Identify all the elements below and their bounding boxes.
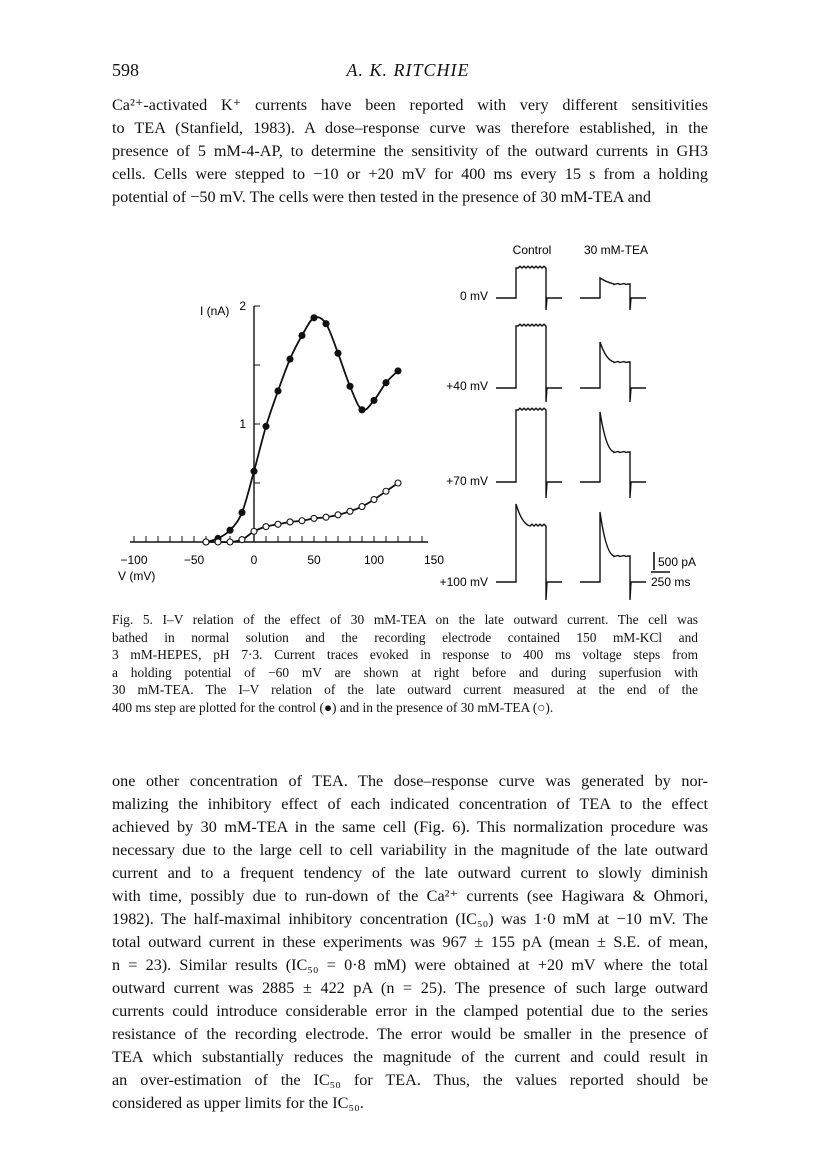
trace-row-label: +40 mV: [446, 379, 488, 393]
tea-point: [335, 512, 341, 518]
figure-5: [0, 230, 816, 610]
paragraph-2: [112, 770, 708, 1115]
current-trace: [580, 342, 646, 402]
control-point: [395, 368, 401, 374]
text-line: total outward current in these experiments was 967 ± 155 pA (mean ± S.E. of mean,: [112, 933, 708, 951]
text-line: Ca²⁺-activated K⁺ currents have been reported with very different sensitivities: [112, 96, 708, 114]
control-point: [311, 315, 317, 321]
current-trace: [580, 278, 646, 310]
caption-line: 30 mM-TEA. The I–V relation of the late outward current measured at the end of the: [112, 682, 698, 697]
control-point: [347, 383, 353, 389]
text-line: 1982). The half-maximal inhibitory concentration (IC₅₀) was 1·0 mM at −10 mV. The: [112, 910, 708, 928]
control-curve: [206, 317, 398, 542]
tea-point: [383, 488, 389, 494]
trace-row-label: +70 mV: [446, 474, 488, 488]
control-point: [359, 407, 365, 413]
text-line: presence of 5 mM-4-AP, to determine the sensitivity of the outward currents in GH3: [112, 142, 708, 160]
control-point: [239, 510, 245, 516]
tea-point: [227, 539, 233, 545]
caption-line: 400 ms step are plotted for the control (●) and in the presence of 30 mM-TEA (○).: [112, 699, 554, 715]
paragraph-1: [112, 94, 708, 209]
text-line: n = 23). Similar results (IC₅₀ = 0·8 mM) were obtained at +20 mV where the total: [112, 956, 708, 974]
trace-col-tea-label: 30 mM-TEA: [583, 243, 649, 257]
control-point: [287, 356, 293, 362]
running-header-author: A. K. RITCHIE: [346, 60, 470, 80]
y-axis-label: I (nA): [200, 304, 230, 318]
text-line: potential of −50 mV. The cells were then tested in the presence of 30 mM-TEA and: [112, 188, 651, 206]
text-line: to TEA (Stanfield, 1983). A dose–response curve was therefore established, in the: [112, 119, 708, 137]
caption-line: Fig. 5. I–V relation of the effect of 30 mM-TEA on the late outward current. The cell was: [112, 612, 698, 627]
current-trace: [496, 324, 562, 402]
tea-point: [215, 539, 221, 545]
control-point: [371, 397, 377, 403]
x-tick-label: 0: [250, 553, 258, 567]
text-line: resistance of the recording electrode. The error would be smaller in the presence of: [112, 1025, 708, 1043]
current-trace: [580, 412, 646, 498]
text-line: malizing the inhibitory effect of each indicated concentration of TEA to the effect: [112, 795, 708, 813]
tea-point: [323, 514, 329, 520]
current-traces: [440, 243, 696, 600]
x-tick-label: −100: [120, 553, 148, 567]
y-tick-label: 1: [239, 417, 246, 431]
current-trace: [496, 266, 562, 310]
tea-point: [287, 519, 293, 525]
tea-curve: [206, 483, 398, 542]
text-line: cells. Cells were stepped to −10 or +20 mV for 400 ms every 15 s from a holding: [112, 165, 708, 183]
trace-row-label: +100 mV: [439, 575, 488, 589]
current-scale-label: 500 pA: [658, 555, 697, 569]
x-tick-label: 100: [363, 553, 385, 567]
tea-point: [299, 518, 305, 524]
x-tick-label: −50: [183, 553, 205, 567]
x-tick-label: 50: [307, 553, 321, 567]
iv-chart: [118, 299, 444, 583]
control-point: [335, 350, 341, 356]
tea-point: [263, 524, 269, 530]
tea-point: [311, 515, 317, 521]
text-line: with time, possibly due to run-down of the Ca²⁺ currents (see Hagiwara & Ohmori,: [112, 887, 708, 905]
tea-point: [371, 497, 377, 503]
caption-line: bathed in normal solution and the recording electrode contained 150 mM-KCl and: [112, 629, 698, 645]
tea-point: [359, 504, 365, 510]
text-line: an over-estimation of the IC₅₀ for TEA. Thus, the values reported should be: [112, 1071, 708, 1089]
text-line: currents could introduce considerable error in the clamped potential due to the series: [112, 1002, 708, 1020]
caption-line: 3 mM-HEPES, pH 7·3. Current traces evoked in response to 400 ms voltage steps from: [112, 647, 698, 662]
current-trace: [496, 504, 562, 600]
control-point: [383, 380, 389, 386]
current-trace: [580, 512, 646, 600]
y-tick-label: 2: [239, 299, 246, 313]
caption-line: a holding potential of −60 mV are shown at right before and during superfusion with: [112, 664, 698, 680]
tea-point: [275, 521, 281, 527]
trace-col-control-label: Control: [512, 243, 552, 257]
control-point: [323, 321, 329, 327]
text-line: current and to a frequent tendency of the late outward current to slowly diminish: [112, 864, 708, 882]
tea-point: [395, 480, 401, 486]
tea-point: [203, 539, 209, 545]
tea-point: [251, 528, 257, 534]
text-line: necessary due to the large cell to cell variability in the magnitude of the late outward: [112, 841, 708, 859]
control-point: [275, 388, 281, 394]
text-line: considered as upper limits for the IC₅₀.: [112, 1094, 364, 1112]
control-point: [263, 423, 269, 429]
x-tick-label: 150: [423, 553, 445, 567]
trace-row-label: 0 mV: [459, 289, 488, 303]
time-scale-label: 250 ms: [651, 575, 691, 589]
text-line: one other concentration of TEA. The dose–response curve was generated by nor-: [112, 772, 708, 790]
figure-svg: [0, 230, 816, 610]
page-number: 598: [112, 60, 139, 80]
tea-point: [347, 508, 353, 514]
text-line: outward current was 2885 ± 422 pA (n = 25). The presence of such large outward: [112, 979, 708, 997]
text-line: achieved by 30 mM-TEA in the same cell (Fig. 6). This normalization procedure was: [112, 818, 708, 836]
figure-caption: [112, 611, 698, 716]
text-line: TEA which substantially reduces the magnitude of the current and could result in: [112, 1048, 708, 1066]
control-point: [299, 333, 305, 339]
x-axis-label: V (mV): [118, 569, 156, 583]
control-point: [251, 468, 257, 474]
tea-point: [239, 537, 245, 543]
current-trace: [496, 408, 562, 498]
control-point: [227, 527, 233, 533]
